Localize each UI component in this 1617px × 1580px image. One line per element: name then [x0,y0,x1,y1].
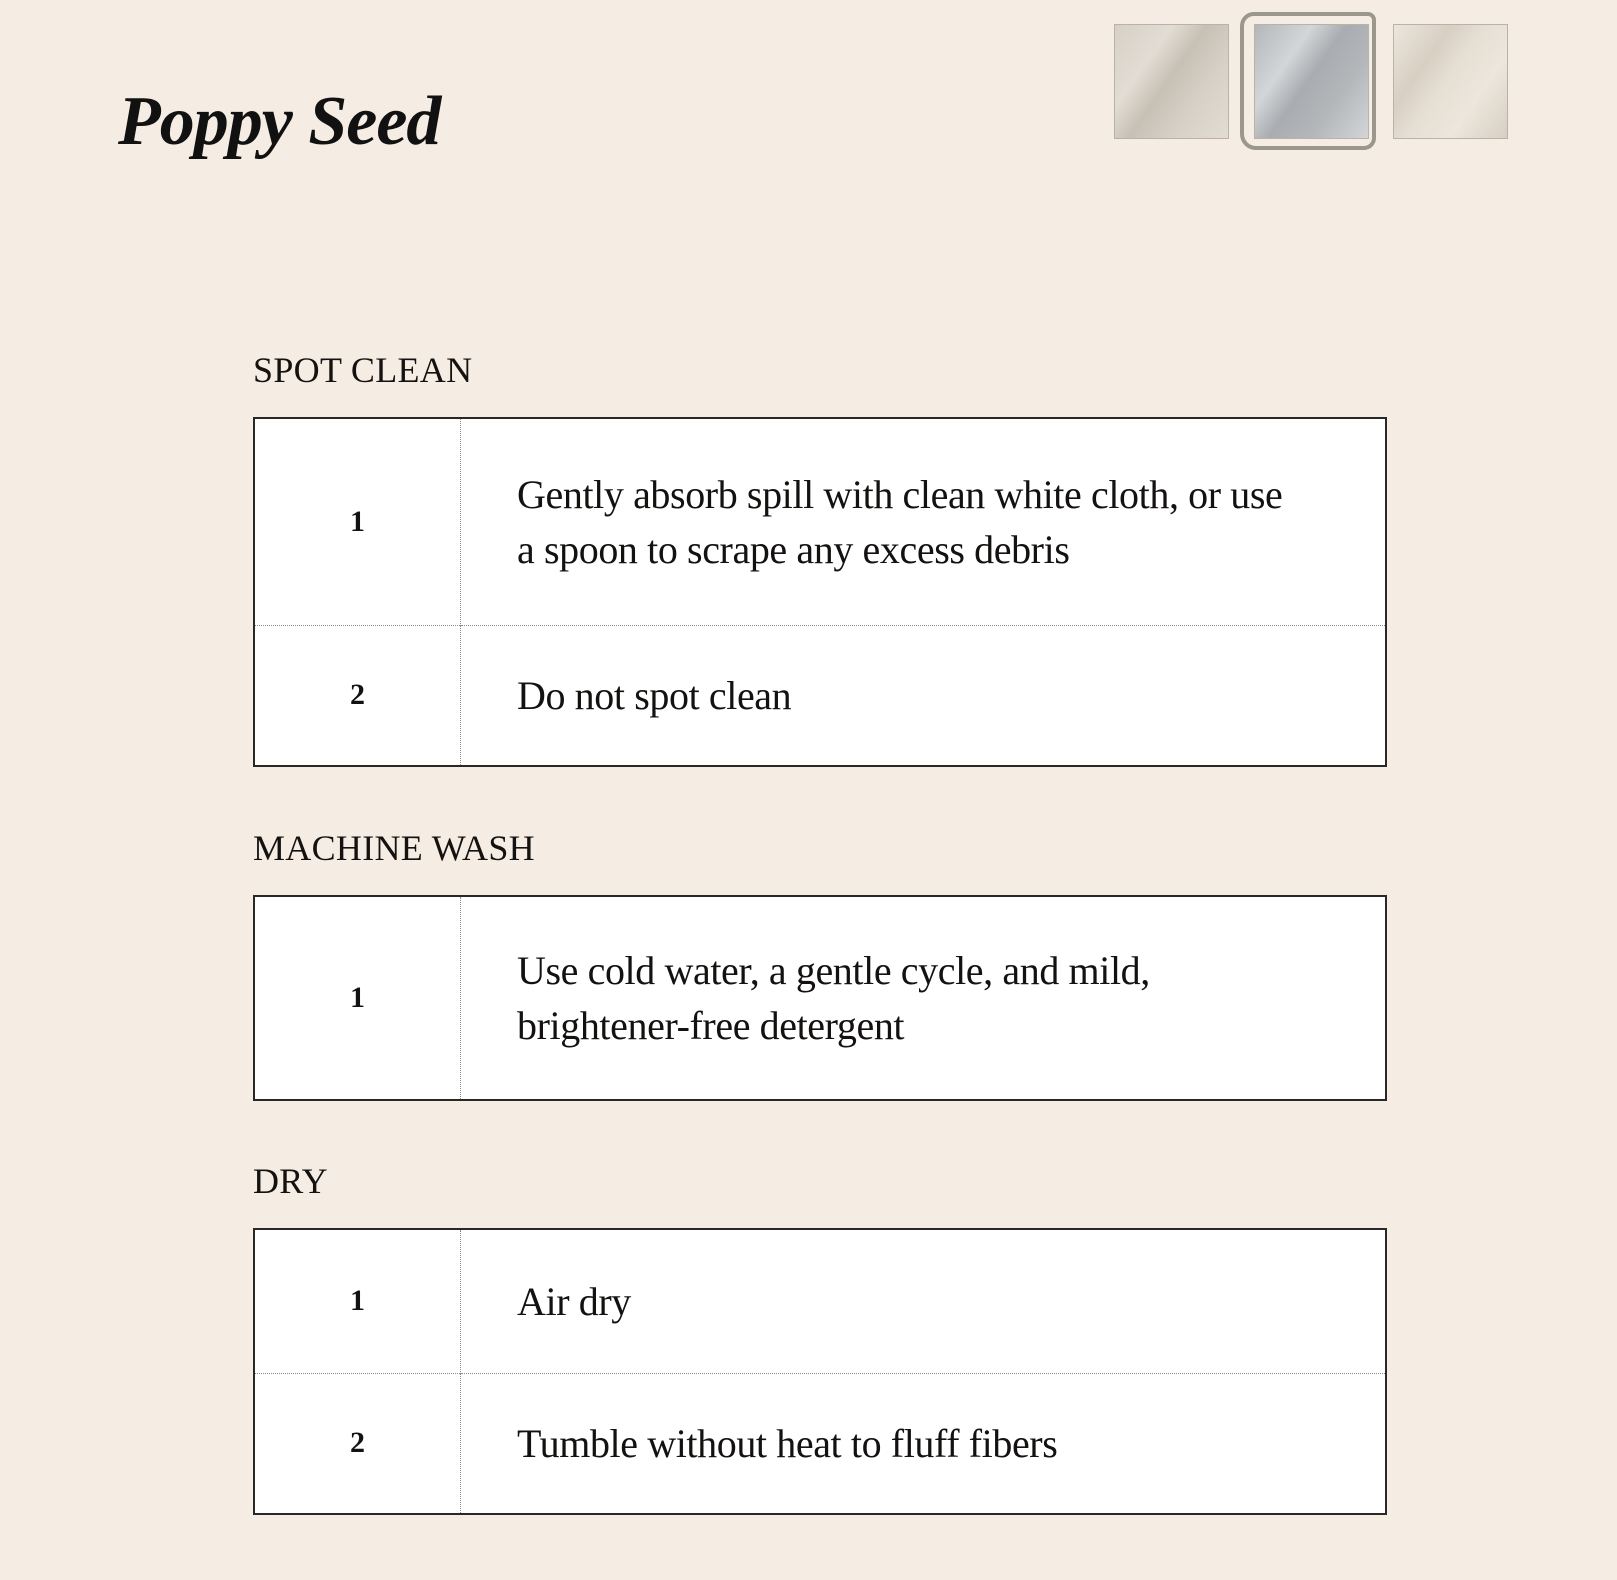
care-step-row [254,625,1386,766]
care-section-machine-wash [253,830,1387,1101]
product-title: Poppy Seed [118,82,441,160]
step-number: 1 [254,418,461,625]
step-text: Air dry [517,1278,631,1324]
step-text: Use cold water, a gentle cycle, and mild, brightener-free detergent [517,948,1150,1048]
step-text: Tumble without heat to fluff fibers [461,1373,1387,1514]
care-steps-table [253,1228,1387,1515]
care-step-row [254,1373,1386,1514]
step-text: Gently absorb spill with clean white cloth, or use a spoon to scrape any excess debris [517,471,1283,572]
care-steps-table [253,417,1387,767]
fabric-swatch-linen-natural[interactable] [1114,24,1229,139]
fabric-swatch-selector [1114,24,1510,140]
care-step-row [254,418,1386,625]
fabric-swatch-ivory[interactable] [1393,24,1508,139]
fabric-swatch-poppy-seed[interactable] [1254,24,1369,139]
section-heading: SPOT CLEAN [253,350,473,390]
section-heading: DRY [253,1161,328,1201]
care-step-row [254,896,1386,1100]
step-number: 1 [254,896,461,1100]
step-text: Do not spot clean [461,625,1387,766]
step-number: 2 [254,625,461,766]
section-heading: MACHINE WASH [253,828,535,868]
care-steps-table [253,895,1387,1101]
step-number: 2 [254,1373,461,1514]
care-section-dry [253,1163,1387,1515]
care-section-spot-clean [253,352,1387,767]
care-step-row [254,1229,1386,1373]
step-number: 1 [254,1229,461,1373]
